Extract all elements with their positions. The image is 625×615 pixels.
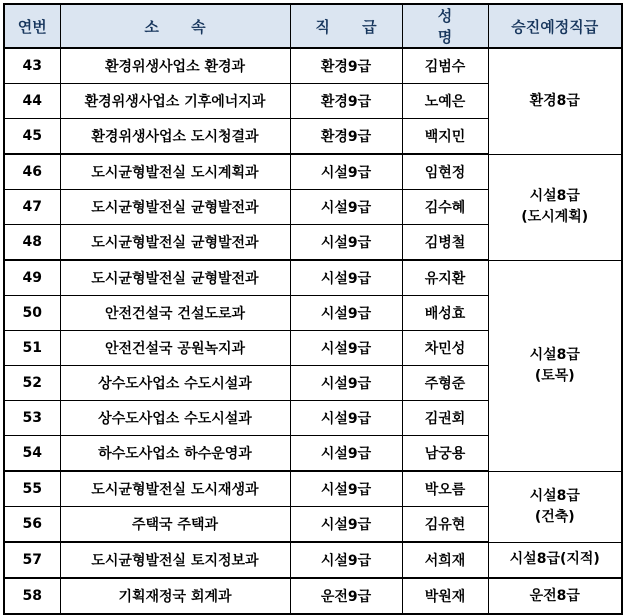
- row-rank: 시설9급: [290, 436, 402, 472]
- row-rank: 시설9급: [290, 542, 402, 578]
- row-dept: 주택국 주택과: [60, 507, 290, 543]
- row-name: 김수혜: [402, 190, 488, 225]
- promo-group-1: 환경8급: [488, 48, 622, 154]
- row-rank: 시설9급: [290, 225, 402, 261]
- header-no: 연번: [4, 4, 60, 48]
- promo-group-5: 시설8급(지적): [488, 542, 622, 578]
- row-no: 50: [4, 296, 60, 331]
- row-rank: 환경9급: [290, 119, 402, 155]
- row-no: 58: [4, 578, 60, 614]
- row-dept: 안전건설국 공원녹지과: [60, 331, 290, 366]
- promo-group-4-line2: (건축): [534, 508, 575, 525]
- row-dept: 하수도사업소 하수운영과: [60, 436, 290, 472]
- table-row: [4, 48, 622, 84]
- row-dept: 환경위생사업소 환경과: [60, 48, 290, 84]
- promo-group-2-line1: 시설8급: [529, 188, 580, 204]
- row-rank: 시설9급: [290, 260, 402, 296]
- row-rank: 시설9급: [290, 507, 402, 543]
- row-rank: 시설9급: [290, 154, 402, 190]
- row-no: 49: [4, 260, 60, 296]
- row-name: 김병철: [402, 225, 488, 261]
- row-dept: 환경위생사업소 기후에너지과: [60, 84, 290, 119]
- row-name: 유지환: [402, 260, 488, 296]
- row-dept: 상수도사업소 수도시설과: [60, 401, 290, 436]
- row-dept: 안전건설국 건설도로과: [60, 296, 290, 331]
- row-dept: 도시균형발전실 균형발전과: [60, 190, 290, 225]
- row-no: 44: [4, 84, 60, 119]
- row-no: 48: [4, 225, 60, 261]
- row-rank: 시설9급: [290, 331, 402, 366]
- row-no: 54: [4, 436, 60, 472]
- row-rank: 운전9급: [290, 578, 402, 614]
- promo-group-3-line2: (토목): [534, 367, 575, 384]
- row-dept: 도시균형발전실 균형발전과: [60, 260, 290, 296]
- row-rank: 환경9급: [290, 84, 402, 119]
- header-dept: 소 속: [60, 4, 290, 48]
- header-promo: 승진예정직급: [488, 4, 622, 48]
- row-name: 배성효: [402, 296, 488, 331]
- row-dept: 도시균형발전실 도시계획과: [60, 154, 290, 190]
- row-name: 김범수: [402, 48, 488, 84]
- row-name: 노예은: [402, 84, 488, 119]
- row-rank: 시설9급: [290, 296, 402, 331]
- promo-group-4: [488, 471, 622, 542]
- row-name: 백지민: [402, 119, 488, 155]
- row-name: 주형준: [402, 366, 488, 401]
- table-row: [4, 260, 622, 296]
- row-rank: 환경9급: [290, 48, 402, 84]
- promo-group-3-line1: 시설8급: [529, 346, 580, 363]
- row-dept: 도시균형발전실 토지정보과: [60, 542, 290, 578]
- row-no: 56: [4, 507, 60, 543]
- row-name: 차민성: [402, 331, 488, 366]
- row-rank: 시설9급: [290, 401, 402, 436]
- promo-group-3: [488, 260, 622, 471]
- promo-group-2-line2: (도시계획): [521, 209, 589, 225]
- row-name: 남궁용: [402, 436, 488, 472]
- promotion-table: [3, 3, 623, 615]
- table-row: [4, 471, 622, 507]
- row-dept: 도시균형발전실 도시재생과: [60, 471, 290, 507]
- row-no: 53: [4, 401, 60, 436]
- row-no: 55: [4, 471, 60, 507]
- table-header-row: [4, 4, 622, 48]
- row-name: 김권회: [402, 401, 488, 436]
- table-row: [4, 154, 622, 190]
- row-no: 45: [4, 119, 60, 155]
- table-row: [4, 578, 622, 614]
- promo-group-6: 운전8급: [488, 578, 622, 614]
- row-name: 박오름: [402, 471, 488, 507]
- row-name: 임현정: [402, 154, 488, 190]
- promo-group-2: [488, 154, 622, 260]
- row-no: 52: [4, 366, 60, 401]
- row-rank: 시설9급: [290, 190, 402, 225]
- row-dept: 상수도사업소 수도시설과: [60, 366, 290, 401]
- row-no: 46: [4, 154, 60, 190]
- row-no: 51: [4, 331, 60, 366]
- promotion-table-container: [3, 3, 623, 615]
- row-no: 43: [4, 48, 60, 84]
- row-no: 57: [4, 542, 60, 578]
- row-dept: 도시균형발전실 균형발전과: [60, 225, 290, 261]
- row-name: 서희재: [402, 542, 488, 578]
- row-dept: 기획재정국 회계과: [60, 578, 290, 614]
- row-no: 47: [4, 190, 60, 225]
- header-name: 성 명: [402, 4, 488, 48]
- row-name: 김유현: [402, 507, 488, 543]
- row-rank: 시설9급: [290, 471, 402, 507]
- row-name: 박원재: [402, 578, 488, 614]
- row-rank: 시설9급: [290, 366, 402, 401]
- header-rank: 직 급: [290, 4, 402, 48]
- promo-group-4-line1: 시설8급: [529, 487, 580, 504]
- table-row: [4, 542, 622, 578]
- row-dept: 환경위생사업소 도시청결과: [60, 119, 290, 155]
